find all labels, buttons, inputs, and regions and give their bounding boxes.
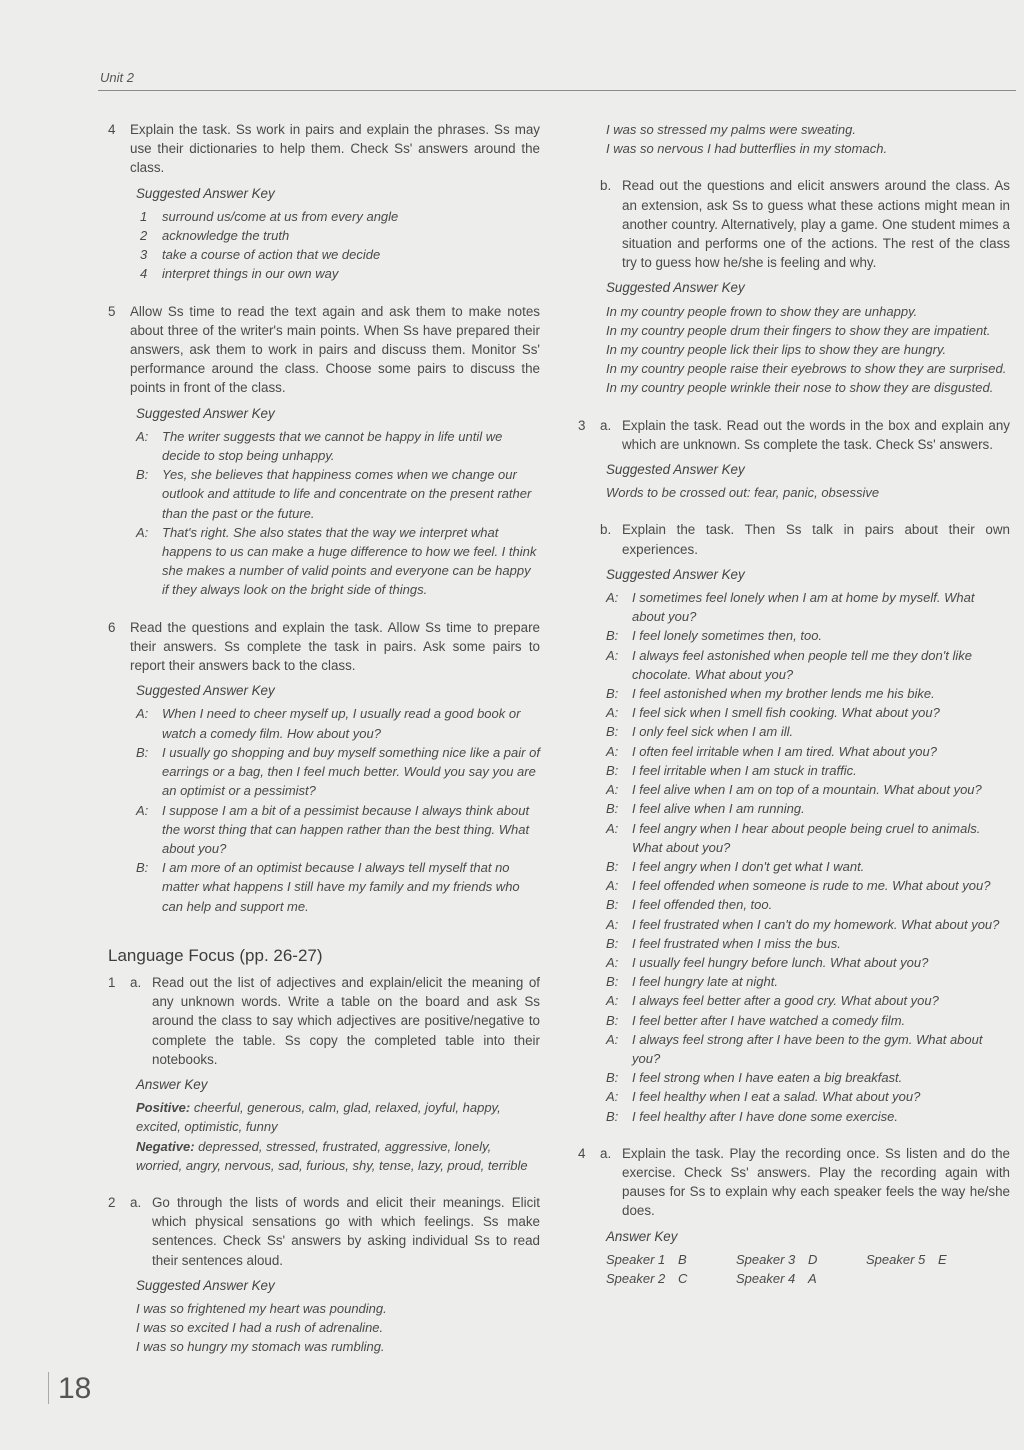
answer-line: I was so stressed my palms were sweating.: [606, 122, 856, 137]
dialogue-text: I feel frustrated when I miss the bus.: [632, 935, 841, 951]
speaker-label: B:: [606, 858, 619, 874]
right-column: [578, 120, 1010, 1288]
negative-adjectives: Negative: depressed, stressed, frustrated, aggressive, lonely, worried, angry, nervous, sad, furious, shy, tense, lazy, proud, terrible: [136, 1138, 528, 1173]
answer-line: In my country people lick their lips to show they are hungry.: [606, 342, 947, 358]
answer-key-block: [108, 681, 540, 915]
dialogue: [606, 588, 1010, 1126]
page-edge-mark: [40, 1372, 49, 1404]
exercise-3b: [578, 520, 1010, 558]
answer-key-block: [108, 1075, 540, 1175]
exercise-number: 4: [578, 1145, 586, 1161]
speaker-answer: Speaker 5 E: [866, 1251, 947, 1267]
list-item: 2 acknowledge the truth: [140, 228, 290, 244]
speaker-label: B:: [606, 1070, 619, 1086]
dialogue-line: [606, 972, 1010, 991]
answer-line: In my country people drum their fingers to show they are impatient.: [606, 322, 991, 338]
exercise-instructions: Go through the lists of words and elicit their meanings. Elicit which physical sensations go with which feelings. Ss make sentences. Check Ss' answers by asking individual Ss to read their sentences aloud.: [152, 1194, 540, 1268]
exercise-5: [108, 302, 540, 398]
page-number: 18: [58, 1372, 92, 1405]
speaker-label: B:: [606, 628, 619, 644]
dialogue-text: I feel sick when I smell fish cooking. What about you?: [632, 705, 940, 721]
exercise-number: 5: [108, 303, 116, 319]
dialogue-text: I always feel astonished when people tell me they don't like chocolate. What about you?: [632, 647, 972, 682]
dialogue-line: [606, 761, 1010, 780]
list-item: 1 surround us/come at us from every angle: [140, 208, 399, 224]
exercise-4: [108, 120, 540, 178]
answer-key-block: [108, 1276, 540, 1357]
speaker-label: A:: [606, 1089, 619, 1105]
continued-answers: [578, 120, 1010, 158]
key-title: Suggested Answer Key: [606, 566, 745, 582]
speaker-answer: Speaker 3 D: [736, 1251, 818, 1267]
answer-key-block: [108, 184, 540, 284]
exercise-4a: [578, 1144, 1010, 1221]
dialogue: [136, 427, 540, 600]
speaker-label: A:: [606, 782, 619, 798]
exercise-number: 6: [108, 619, 116, 635]
dialogue-line: [606, 915, 1010, 934]
dialogue-text: I sometimes feel lonely when I am at home by myself. What about you?: [632, 590, 975, 625]
dialogue-text: I feel offended when someone is rude to me. What about you?: [632, 878, 991, 894]
exercise-sub-label: a.: [130, 974, 142, 990]
dialogue-line: [606, 953, 1010, 972]
language-focus-exercise-2a: [108, 1193, 540, 1270]
language-focus-exercise-1a: [108, 973, 540, 1069]
dialogue-text: I feel lonely sometimes then, too.: [632, 628, 823, 644]
answer-line: In my country people raise their eyebrows to show they are surprised.: [606, 361, 1007, 377]
exercise-instructions: Explain the task. Play the recording once. Ss listen and do the exercise. Check Ss' answers. Play the recording again with pauses for Ss to explain why each speaker feels the way he/she does.: [622, 1145, 1010, 1219]
key-title: Suggested Answer Key: [606, 462, 745, 478]
exercise-3a: [578, 416, 1010, 454]
dialogue-line: [606, 799, 1010, 818]
exercise-2b: [578, 176, 1010, 272]
speaker-label: A:: [606, 993, 619, 1009]
speaker-label: A:: [606, 1031, 619, 1047]
dialogue: [136, 704, 540, 915]
dialogue-text: I feel healthy after I have done some exercise.: [632, 1108, 898, 1124]
dialogue-text: I feel angry when I hear about people being cruel to animals. What about you?: [632, 820, 981, 855]
speaker-label: B:: [606, 1012, 619, 1028]
dialogue-line: [606, 742, 1010, 761]
dialogue-text: I feel offended then, too.: [632, 897, 773, 913]
exercise-instructions: Read out the list of adjectives and explain/elicit the meaning of any unknown words. Write a table on the board and ask Ss around the class to say which adjectives are positive/negative to complete the table. Ss copy the completed table into their notebooks.: [152, 974, 540, 1067]
speaker-label: B:: [606, 1108, 619, 1124]
dialogue-text: I feel healthy when I eat a salad. What about you?: [632, 1089, 921, 1105]
speaker-label: A:: [606, 916, 619, 932]
exercise-instructions: Explain the task. Ss work in pairs and explain the phrases. Ss may use their dictionaries to help them. Check Ss' answers around the class.: [130, 122, 540, 176]
key-title: Suggested Answer Key: [606, 280, 745, 296]
speaker-label: A:: [606, 820, 619, 836]
dialogue-line: [606, 722, 1010, 741]
speaker-label: A:: [606, 878, 619, 894]
dialogue-line: [606, 1011, 1010, 1030]
answer-list: [136, 207, 540, 284]
exercise-instructions: Allow Ss time to read the text again and ask them to make notes about three of the writer's main points. When Ss have prepared their answers, ask them to work in pairs and discuss them. Monitor Ss' performance around the class. Choose some pairs to discuss the points in front of the class.: [130, 303, 540, 396]
answer-key-block: [578, 278, 1010, 397]
answer-line: Words to be crossed out: fear, panic, obsessive: [606, 485, 880, 501]
answer-line: In my country people wrinkle their nose to show they are disgusted.: [606, 380, 994, 396]
exercise-number: 2: [108, 1194, 116, 1210]
answer-line: In my country people frown to show they are unhappy.: [606, 303, 918, 319]
dialogue-text: I always feel strong after I have been to the gym. What about you?: [632, 1031, 983, 1066]
answer-line: I was so hungry my stomach was rumbling.: [136, 1339, 385, 1355]
key-title: Suggested Answer Key: [136, 185, 275, 201]
speaker-label: B:: [606, 897, 619, 913]
speaker-answer: Speaker 4 A: [736, 1270, 817, 1286]
list-item: 4 interpret things in our own way: [140, 266, 339, 282]
dialogue-text: I feel strong when I have eaten a big breakfast.: [632, 1070, 903, 1086]
dialogue-line: [606, 1030, 1010, 1068]
dialogue-line: [606, 819, 1010, 857]
speaker-answer-grid: [606, 1250, 1010, 1288]
dialogue-line: A: When I need to cheer myself up, I usually read a good book or watch a comedy film. How about you?: [136, 706, 521, 741]
dialogue-line: [606, 626, 1010, 645]
speaker-label: A:: [606, 590, 619, 606]
dialogue-line: [606, 588, 1010, 626]
dialogue-text: I feel hungry late at night.: [632, 974, 778, 990]
dialogue-line: [606, 646, 1010, 684]
dialogue-line: A: That's right. She also states that the way we interpret what happens to us can make a huge difference to how we feel. I think she makes a number of valid points and everyone can be happy if they always look on the bright side of things.: [136, 524, 537, 598]
exercise-instructions: Read out the questions and elicit answers around the class. As an extension, ask Ss to guess what these actions might mean in another country. Alternatively, play a game. One student mimes a situation and performs one of the actions. The rest of the class try to guess how he/she is feeling and why.: [622, 178, 1010, 271]
exercise-number: 1: [108, 974, 116, 990]
exercise-sub-label: a.: [600, 1145, 612, 1161]
speaker-label: B:: [606, 974, 619, 990]
dialogue-line: A: I suppose I am a bit of a pessimist because I always think about the worst thing that can happen rather than the best thing. What about you?: [136, 802, 530, 856]
exercise-sub-label: a.: [130, 1194, 142, 1210]
speaker-label: B:: [606, 935, 619, 951]
key-title: Answer Key: [606, 1228, 678, 1244]
dialogue-line: [606, 934, 1010, 953]
dialogue-line: [606, 703, 1010, 722]
dialogue-line: [606, 876, 1010, 895]
dialogue-text: I feel alive when I am on top of a mountain. What about you?: [632, 782, 982, 798]
dialogue-text: I feel better after I have watched a comedy film.: [632, 1012, 906, 1028]
dialogue-line: B: I am more of an optimist because I always tell myself that no matter what happens I still have my family and my friends who can help and support me.: [136, 860, 520, 914]
speaker-label: B:: [606, 801, 619, 817]
dialogue-line: [606, 1107, 1010, 1126]
dialogue-text: I usually feel hungry before lunch. What about you?: [632, 954, 929, 970]
answer-key-block: [578, 1227, 1010, 1289]
speaker-label: A:: [606, 705, 619, 721]
dialogue-text: I feel irritable when I am stuck in traffic.: [632, 762, 857, 778]
dialogue-line: [606, 857, 1010, 876]
dialogue-text: I feel alive when I am running.: [632, 801, 805, 817]
speaker-label: A:: [606, 954, 619, 970]
exercise-number: 3: [578, 417, 586, 433]
dialogue-text: I always feel better after a good cry. What about you?: [632, 993, 939, 1009]
speaker-label: A:: [606, 743, 619, 759]
exercise-sub-label: a.: [600, 417, 612, 433]
answer-key-block: [578, 565, 1010, 1126]
dialogue-line: B: Yes, she believes that happiness comes when we change our outlook and attitude to life and concentrate on the present rather than the past or the future.: [136, 467, 532, 521]
header-rule: [98, 90, 1016, 91]
speaker-label: B:: [606, 686, 619, 702]
section-heading: Language Focus (pp. 26-27): [108, 945, 323, 965]
exercise-6: [108, 618, 540, 676]
speaker-label: A:: [606, 647, 619, 663]
exercise-instructions: Explain the task. Then Ss talk in pairs about their own experiences.: [622, 522, 1010, 557]
dialogue-line: B: I usually go shopping and buy myself something nice like a pair of earrings or a bag, then I feel much better. Would you say you are an optimist or a pessimist?: [136, 744, 540, 799]
answer-line: I was so excited I had a rush of adrenaline.: [136, 1320, 384, 1336]
exercise-sub-label: b.: [600, 522, 612, 538]
dialogue-line: [606, 1068, 1010, 1087]
speaker-label: B:: [606, 724, 619, 740]
key-title: Suggested Answer Key: [136, 1277, 275, 1293]
speaker-answer: Speaker 1 B: [606, 1251, 687, 1267]
exercise-sub-label: b.: [600, 178, 612, 194]
dialogue-line: [606, 780, 1010, 799]
dialogue-line: [606, 684, 1010, 703]
exercise-number: 4: [108, 122, 116, 137]
exercise-instructions: Read the questions and explain the task. Allow Ss time to prepare their answers. Ss complete the task in pairs. Ask some pairs to report their answers back to the class.: [130, 619, 540, 674]
answer-line: I was so nervous I had butterflies in my stomach.: [606, 141, 888, 157]
dialogue-line: [606, 895, 1010, 914]
dialogue-line: A: The writer suggests that we cannot be happy in life until we decide to stop being unhappy.: [136, 428, 503, 464]
left-column: [108, 120, 540, 1357]
dialogue-text: I feel astonished when my brother lends me his bike.: [632, 686, 935, 702]
dialogue-text: I only feel sick when I am ill.: [632, 724, 794, 740]
dialogue-text: I feel angry when I don't get what I want.: [632, 858, 865, 874]
answer-key-block: [108, 404, 540, 600]
dialogue-line: [606, 1087, 1010, 1106]
exercise-instructions: Explain the task. Read out the words in the box and explain any which are unknown. Ss complete the task. Check Ss' answers.: [622, 417, 1010, 452]
dialogue-text: I feel frustrated when I can't do my homework. What about you?: [632, 916, 1000, 932]
answer-line: I was so frightened my heart was pounding.: [136, 1300, 387, 1316]
dialogue-text: I often feel irritable when I am tired. What about you?: [632, 743, 937, 759]
unit-label: Unit 2: [100, 70, 134, 85]
answer-key-block: [578, 460, 1010, 502]
speaker-label: B:: [606, 762, 619, 778]
dialogue-line: [606, 991, 1010, 1010]
key-title: Suggested Answer Key: [136, 683, 275, 699]
key-title: Answer Key: [136, 1076, 208, 1092]
positive-adjectives: Positive: cheerful, generous, calm, glad, relaxed, joyful, happy, excited, optimistic, funny: [136, 1100, 501, 1135]
key-title: Suggested Answer Key: [136, 405, 275, 421]
speaker-answer: Speaker 2 C: [606, 1270, 688, 1286]
list-item: 3 take a course of action that we decide: [140, 247, 381, 263]
